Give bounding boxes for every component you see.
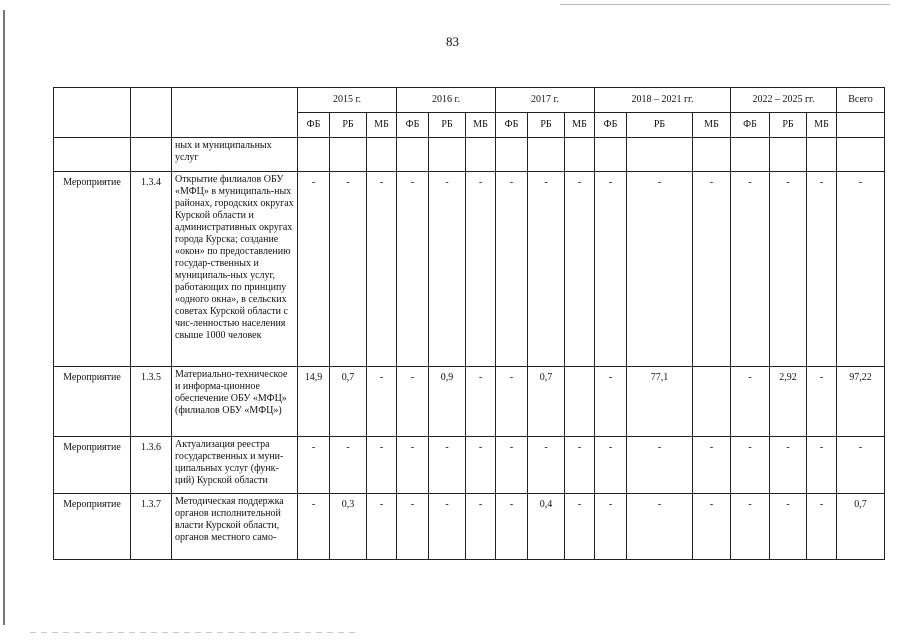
row-value-cell: - [397,172,429,367]
row-code-cell: 1.3.7 [131,494,172,560]
header-budget-fb: ФБ [397,113,429,138]
row-value-cell: - [595,172,627,367]
row-value-cell: - [496,437,528,494]
header-budget-rb: РБ [770,113,807,138]
row-value-cell: - [298,437,330,494]
row-type-cell: Мероприятие [54,367,131,437]
header-budget-mb: МБ [693,113,731,138]
header-budget-rb: РБ [330,113,367,138]
row-code-cell: 1.3.6 [131,437,172,494]
row-code-cell [131,138,172,172]
table-row [54,172,885,367]
header-budget-fb: ФБ [496,113,528,138]
row-value-cell: - [627,172,693,367]
header-year-2018-2021: 2018 – 2021 гг. [595,88,731,113]
row-value-cell: - [770,437,807,494]
row-value-cell: - [397,494,429,560]
row-total-cell: - [837,437,885,494]
row-value-cell: - [298,494,330,560]
row-value-cell: - [466,367,496,437]
scan-left-edge [3,10,5,625]
row-value-cell: - [367,437,397,494]
row-type-cell: Мероприятие [54,494,131,560]
header-code-cell [131,88,172,138]
row-value-cell: - [429,437,466,494]
header-budget-rb: РБ [429,113,466,138]
header-budget-fb: ФБ [731,113,770,138]
header-year-2017: 2017 г. [496,88,595,113]
scan-bottom-noise [30,632,360,633]
header-year-2016: 2016 г. [397,88,496,113]
row-total-cell: - [837,172,885,367]
row-value-cell: - [429,494,466,560]
row-type-cell: Мероприятие [54,437,131,494]
row-value-cell: - [807,367,837,437]
header-row-years [54,88,885,113]
row-value-cell [397,138,429,172]
row-value-cell [466,138,496,172]
row-value-cell: - [807,494,837,560]
row-value-cell: - [627,437,693,494]
header-total-blank [837,113,885,138]
scan-top-line [560,4,890,5]
row-value-cell: - [770,172,807,367]
row-value-cell [731,138,770,172]
row-value-cell: 0,3 [330,494,367,560]
row-value-cell: - [595,367,627,437]
header-budget-mb: МБ [367,113,397,138]
header-type-cell [54,88,131,138]
funding-table [53,87,885,560]
row-value-cell: - [565,494,595,560]
row-value-cell: - [731,437,770,494]
row-description-cell: Открытие филиалов ОБУ «МФЦ» в муниципаль-ных районах, городских округах Курской области и административных округах города Курска; создание «окон» по предоставлению государ-ственных и муниципаль-ных услуг, работающих по принципу «одного окна», в сельских советах Курской области с чис-ленностью населения свыше 1000 человек [172,172,298,367]
row-value-cell: - [595,494,627,560]
row-description-cell: Материально-техническое и информа-ционное обеспечение ОБУ «МФЦ» (филиалов ОБУ «МФЦ») [172,367,298,437]
row-value-cell: - [330,437,367,494]
row-total-cell [837,138,885,172]
row-value-cell [595,138,627,172]
row-description-cell: ных и муниципальных услуг [172,138,298,172]
row-value-cell: - [807,437,837,494]
row-value-cell: 0,9 [429,367,466,437]
row-value-cell: - [496,367,528,437]
row-value-cell [429,138,466,172]
header-budget-rb: РБ [528,113,565,138]
row-value-cell: - [731,172,770,367]
row-value-cell: - [565,172,595,367]
header-budget-mb: МБ [807,113,837,138]
row-value-cell: 2,92 [770,367,807,437]
table-row [54,494,885,560]
row-value-cell: 77,1 [627,367,693,437]
row-type-cell: Мероприятие [54,172,131,367]
row-value-cell: - [595,437,627,494]
row-total-cell: 97,22 [837,367,885,437]
header-description-cell [172,88,298,138]
row-value-cell [807,138,837,172]
row-value-cell: - [693,172,731,367]
row-description-cell: Актуализация реестра государственных и муни-ципальных услуг (функ-ций) Курской области [172,437,298,494]
row-value-cell [298,138,330,172]
row-value-cell: - [731,367,770,437]
row-value-cell: - [528,437,565,494]
row-value-cell [693,367,731,437]
header-budget-rb: РБ [627,113,693,138]
row-description-cell: Методическая поддержка органов исполнительной власти Курской области, органов местного само- [172,494,298,560]
row-value-cell [565,138,595,172]
header-budget-fb: ФБ [595,113,627,138]
row-value-cell: - [565,437,595,494]
row-value-cell: - [466,494,496,560]
row-total-cell: 0,7 [837,494,885,560]
table-row [54,437,885,494]
row-value-cell [693,138,731,172]
header-year-2022-2025: 2022 – 2025 гг. [731,88,837,113]
row-value-cell [367,138,397,172]
row-value-cell: - [496,494,528,560]
row-code-cell: 1.3.5 [131,367,172,437]
row-value-cell: - [496,172,528,367]
header-budget-mb: МБ [466,113,496,138]
row-value-cell: - [429,172,466,367]
row-value-cell: - [397,437,429,494]
row-code-cell: 1.3.4 [131,172,172,367]
header-total: Всего [837,88,885,113]
row-value-cell: 0,4 [528,494,565,560]
row-value-cell: - [466,172,496,367]
page-number: 83 [446,34,459,49]
row-value-cell [496,138,528,172]
row-value-cell: - [367,367,397,437]
row-value-cell: - [770,494,807,560]
row-value-cell: 0,7 [528,367,565,437]
row-value-cell: - [528,172,565,367]
row-value-cell: - [330,172,367,367]
row-type-cell [54,138,131,172]
table-row [54,367,885,437]
row-value-cell [770,138,807,172]
header-budget-mb: МБ [565,113,595,138]
row-value-cell: 14,9 [298,367,330,437]
row-value-cell [330,138,367,172]
row-value-cell [528,138,565,172]
row-value-cell: - [807,172,837,367]
row-value-cell [565,367,595,437]
row-value-cell: - [693,437,731,494]
row-value-cell: 0,7 [330,367,367,437]
row-value-cell [627,138,693,172]
row-value-cell: - [627,494,693,560]
row-value-cell: - [367,172,397,367]
header-year-2015: 2015 г. [298,88,397,113]
table-row [54,138,885,172]
row-value-cell: - [397,367,429,437]
header-budget-fb: ФБ [298,113,330,138]
row-value-cell: - [367,494,397,560]
row-value-cell: - [466,437,496,494]
row-value-cell: - [693,494,731,560]
row-value-cell: - [731,494,770,560]
row-value-cell: - [298,172,330,367]
